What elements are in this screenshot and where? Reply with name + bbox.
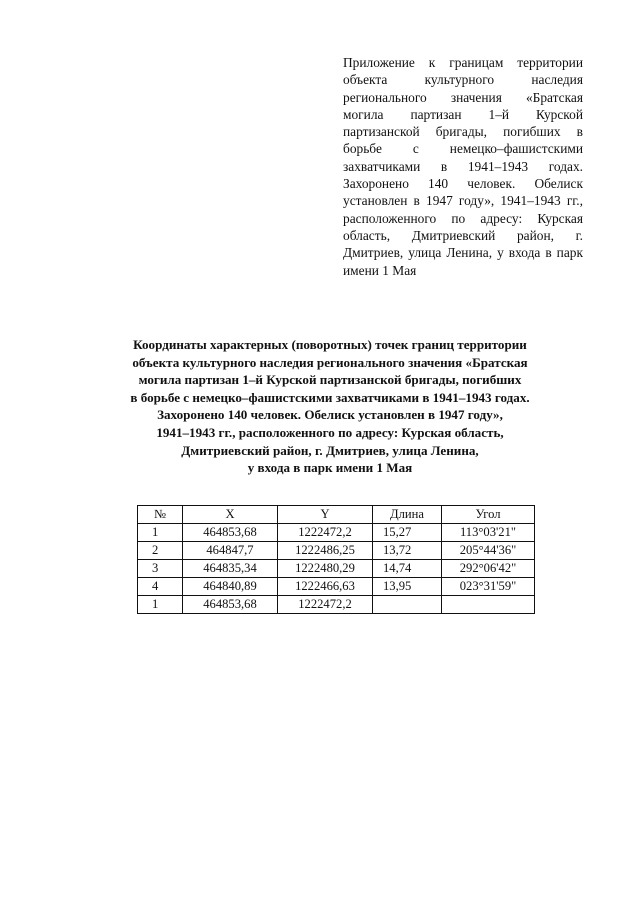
header-angle: Угол [442,506,535,524]
heading-line: в борьбе с немецко–фашистскими захватчиками в 1941–1943 годах. [130,389,530,405]
header-x: X [183,506,278,524]
cell-angle: 205°44'36" [442,542,535,560]
cell-length [373,596,442,614]
table-row [138,524,535,542]
heading-line: объекта культурного наследия регионального значения «Братская [132,354,528,370]
heading-line: Координаты характерных (поворотных) точек границ территории [133,337,527,352]
cell-angle: 023°31'59" [442,578,535,596]
table-row [138,578,535,596]
header-length: Длина [373,506,442,524]
cell-number: 2 [138,542,183,560]
heading-line: Захоронено 140 человек. Обелиск установлен в 1947 году», [157,407,503,423]
header-number: № [138,506,183,524]
cell-number: 1 [138,524,183,542]
table-row [138,560,535,578]
cell-y: 1222472,2 [278,596,373,614]
cell-number: 4 [138,578,183,596]
cell-length: 14,74 [373,560,442,578]
heading-line: Дмитриевский район, г. Дмитриев, улица Ленина, [181,442,479,458]
cell-y: 1222480,29 [278,560,373,578]
cell-x: 464853,68 [183,596,278,614]
cell-y: 1222486,25 [278,542,373,560]
cell-length: 15,27 [373,524,442,542]
cell-x: 464840,89 [183,578,278,596]
cell-y: 1222472,2 [278,524,373,542]
cell-x: 464853,68 [183,524,278,542]
cell-angle: 113°03'21" [442,524,535,542]
table-header-row [138,506,535,524]
table-row [138,596,535,614]
cell-x: 464835,34 [183,560,278,578]
cell-number: 3 [138,560,183,578]
cell-length: 13,72 [373,542,442,560]
coordinates-heading [80,336,580,477]
heading-line: 1941–1943 гг., расположенного по адресу: Курская область, [156,424,504,440]
heading-line: у входа в парк имени 1 Мая [247,460,413,476]
cell-y: 1222466,63 [278,578,373,596]
heading-line: могила партизан 1–й Курской партизанской бригады, погибших [138,372,522,388]
coordinates-table [137,505,535,614]
cell-number: 1 [138,596,183,614]
appendix-note: Приложение к границам территории объекта культурного наследия регионального значения «Братская могила партизан 1–й Курской партизанской бригады, погибших в борьбе с немецко–фашистскими захватчиками в 1941–1943 годах. Захоронено 140 человек. Обелиск установлен в 1947 году», 1941–1943 гг., расположенного по адресу: Курская область, Дмитриевский район, г. Дмитриев, улица Ленина, у входа в парк имени 1 Мая [343,55,583,278]
cell-angle [442,596,535,614]
cell-length: 13,95 [373,578,442,596]
cell-angle: 292°06'42" [442,560,535,578]
header-y: Y [278,506,373,524]
table-row [138,542,535,560]
cell-x: 464847,7 [183,542,278,560]
